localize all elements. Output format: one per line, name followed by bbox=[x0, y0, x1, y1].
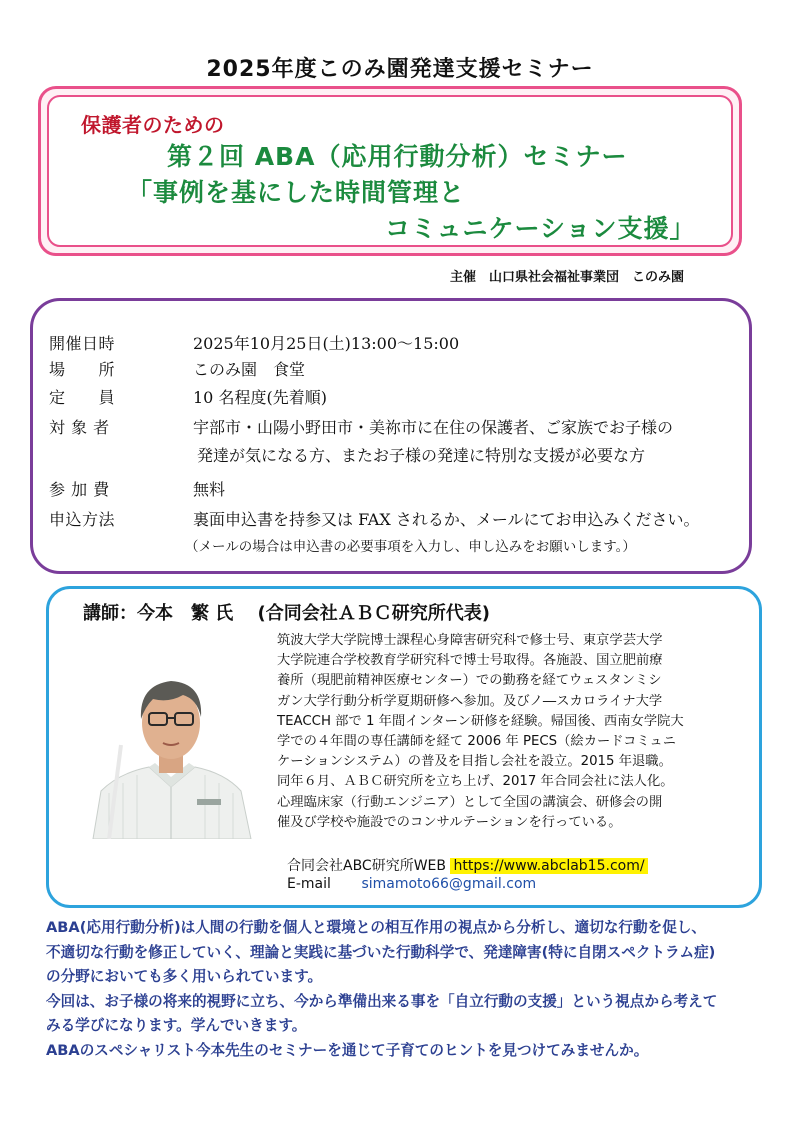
fee-value: 無料 bbox=[193, 480, 226, 499]
bio-line: 催及び学校や施設でのコンサルテーションを行っている。 bbox=[277, 814, 622, 830]
capacity-label: 定 員 bbox=[49, 388, 116, 407]
bio-line: ガン大学行動分析学夏期研修へ参加。及びノ―スカロライナ大学 bbox=[277, 693, 663, 709]
instructor-title: 講師：今本 繁 氏 (合同会社ＡＢＣ研究所代表) bbox=[83, 603, 490, 624]
description-line: ABA(応用行動分析)は人間の行動を個人と環境との相互作用の視点から分析し、適切な行動を促し、 bbox=[46, 919, 706, 936]
description-line: ABAのスペシャリスト今本先生のセミナーを通じて子育てのヒントを見つけてみませんか。 bbox=[46, 1041, 649, 1059]
title-frame bbox=[38, 86, 742, 256]
apply-note: （メールの場合は申込書の必要事項を入力し、申し込みをお願いします。） bbox=[185, 539, 636, 555]
instructor-photo bbox=[79, 663, 261, 839]
mail-link[interactable]: simamoto66@gmail.com bbox=[361, 876, 537, 892]
description-line: 今回は、お子様の将来的視野に立ち、今から準備出来る事を「自立行動の支援」という視点から考えて bbox=[46, 992, 718, 1010]
event-info-frame bbox=[30, 298, 752, 574]
instructor-frame bbox=[46, 586, 762, 908]
description-line: 不適切な行動を修正していく、理論と実践に基づいた行動科学で、発達障害(特に自閉スペクトラム症) bbox=[46, 943, 716, 961]
apply-label: 申込方法 bbox=[49, 510, 116, 529]
host-organization: 主催 山口県社会福祉事業団 このみ園 bbox=[450, 270, 685, 285]
web-label: 合同会社ABC研究所WEB bbox=[287, 858, 447, 874]
date-label: 開催日時 bbox=[49, 334, 116, 353]
bio-line: 心理臨床家（行動エンジニア）として全国の講演会、研修会の開 bbox=[277, 794, 663, 810]
mail-label: E-mail bbox=[287, 876, 331, 892]
bio-line: 大学院連合学校教育学研究科で博士号取得。各施設、国立肥前療 bbox=[277, 653, 663, 669]
web-line bbox=[287, 855, 648, 875]
date-value: 2025年10月25日(土)13:00～15:00 bbox=[193, 334, 460, 353]
place-label: 場 所 bbox=[49, 360, 116, 379]
bio-line: 同年６月、ＡＢＣ研究所を立ち上げ、2017 年合同会社に法人化。 bbox=[277, 774, 674, 790]
target-value-line-1: 宇部市・山陽小野田市・美祢市に在住の保護者、ご家族でお子様の bbox=[193, 418, 674, 437]
bio-line: ケーションシステム）の普及を目指し会社を設立。2015 年退職。 bbox=[277, 754, 672, 770]
description-line: の分野においても多く用いられています。 bbox=[46, 968, 323, 985]
bio-line: 養所（現肥前精神医療センター）での勤務を経てウェスタンミシ bbox=[277, 673, 662, 689]
apply-value: 裏面申込書を持参又は FAX されるか、メールにてお申込みください。 bbox=[193, 510, 700, 529]
instructor-bio bbox=[277, 631, 755, 833]
target-label: 対 象 者 bbox=[49, 418, 110, 437]
aba-description bbox=[46, 916, 766, 1063]
bio-line: 筑波大学大学院博士課程心身障害研究科で修士号、東京学芸大学 bbox=[277, 633, 663, 648]
mail-line bbox=[287, 876, 536, 892]
fee-label: 参 加 費 bbox=[49, 480, 110, 499]
bio-line: TEACCH 部で 1 年間インターン研修を経験。帰国後、西南女学院大 bbox=[277, 713, 684, 729]
event-series-title: 2025年度このみ園発達支援セミナー bbox=[206, 57, 594, 82]
target-value-line-2: 発達が気になる方、またお子様の発達に特別な支援が必要な方 bbox=[197, 446, 646, 465]
portrait-illustration bbox=[79, 663, 261, 839]
web-url-link[interactable]: https://www.abclab15.com/ bbox=[450, 858, 647, 874]
capacity-value: 10 名程度(先着順) bbox=[193, 388, 327, 407]
for-parents-label: 保護者のための bbox=[81, 113, 225, 137]
bio-line: 学での４年間の専任講師を経て 2006 年 PECS（絵カードコミュニ bbox=[277, 734, 676, 750]
seminar-title-line-1: 第２回 ABA（応用行動分析）セミナー bbox=[167, 142, 628, 171]
seminar-title-line-3: コミュニケーション支援」 bbox=[385, 214, 696, 243]
seminar-title-line-2: 「事例を基にした時間管理と bbox=[127, 178, 466, 207]
place-value: このみ園 食堂 bbox=[193, 360, 306, 379]
title-frame-inner bbox=[47, 95, 733, 247]
description-line: みる学びになります。学んでいきます。 bbox=[46, 1017, 307, 1034]
